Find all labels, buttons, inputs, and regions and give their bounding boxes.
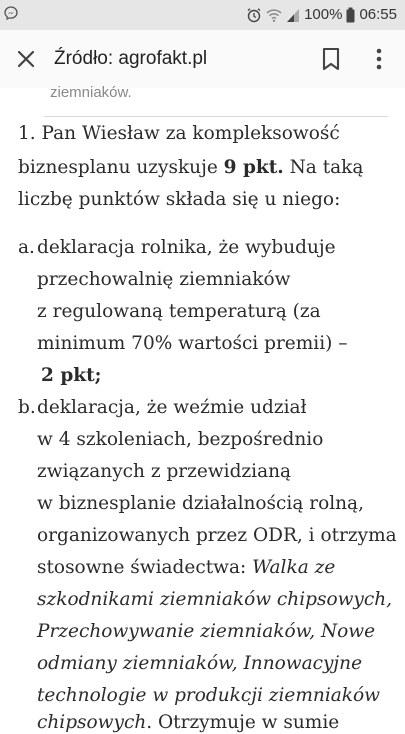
paragraph-1-line: 1. Pan Wiesław za kompleksowość: [18, 123, 340, 144]
clock: 06:55: [359, 6, 397, 23]
battery-percent: 100%: [304, 6, 343, 23]
item-b-line: organizowanych przez ODR, i otrzyma: [37, 525, 397, 546]
battery-icon: [346, 7, 355, 23]
item-b-line: odmiany ziemniaków, Innowacyjne: [37, 653, 363, 674]
item-a-line: z regulowaną temperaturą (za: [37, 301, 321, 322]
item-b-line: w 4 szkoleniach, bezpośrednio: [37, 429, 324, 450]
item-b-line: Przechowywanie ziemniaków, Nowe: [37, 621, 376, 642]
item-a-line: przechowalnię ziemniaków: [37, 269, 291, 290]
source-title: Źródło: agrofakt.pl: [54, 48, 208, 69]
paragraph-1-line: biznesplanu uzyskuje 9 pkt. Na taką: [18, 157, 364, 178]
status-icons: [246, 6, 397, 24]
close-icon[interactable]: [16, 49, 36, 69]
alarm-icon: [246, 7, 262, 23]
item-b-line: związanych z przewidzianą: [37, 461, 292, 482]
previous-text-fragment: ziemniaków.: [50, 84, 132, 101]
item-a-line: minimum 70% wartości premii) –: [37, 333, 348, 354]
paragraph-1-line: liczbę punktów składa się u niego:: [18, 189, 341, 210]
item-b-line: szkodnikami ziemniaków chipsowych,: [37, 589, 393, 610]
points-total: 9 pkt.: [223, 157, 284, 178]
item-b-marker: b.: [18, 397, 36, 418]
item-a-line: deklaracja rolnika, że wybuduje: [37, 237, 336, 258]
content-divider: [44, 116, 388, 117]
item-b-line: chipsowych. Otrzymuje w sumie: [37, 712, 340, 733]
status-bar: [0, 0, 405, 30]
item-a-marker: a.: [18, 237, 35, 258]
item-a-points: 2 pkt;: [41, 365, 102, 386]
wifi-icon: [266, 7, 282, 23]
more-vert-icon[interactable]: [372, 47, 386, 71]
messenger-icon: [4, 6, 18, 20]
bookmark-icon[interactable]: [321, 47, 341, 71]
item-b-line: stosowne świadectwa: Walka ze: [37, 557, 336, 578]
item-b-line: w biznesplanie działalnością rolną,: [37, 493, 364, 514]
signal-icon: [286, 7, 300, 23]
custom-tab-toolbar: [0, 30, 405, 88]
item-b-line: deklaracja, że weźmie udział: [37, 397, 307, 418]
item-b-line: technologie w produkcji ziemniaków: [37, 685, 380, 706]
